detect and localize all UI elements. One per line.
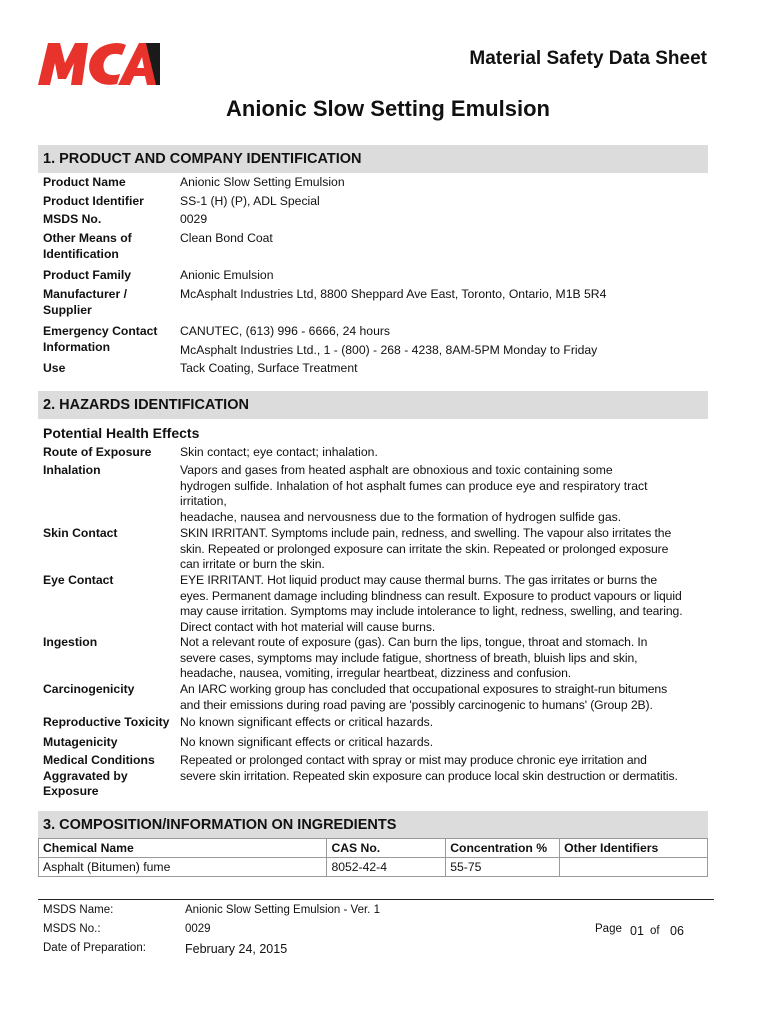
table-cell <box>560 858 708 877</box>
field-label: Product Family <box>43 268 132 282</box>
column-header: Other Identifiers <box>560 839 708 858</box>
field-label: Medical Conditions Aggravated by Exposure <box>43 753 155 798</box>
column-header: CAS No. <box>327 839 446 858</box>
page-total: 06 <box>670 924 684 938</box>
column-header: Concentration % <box>446 839 560 858</box>
table-header-row <box>39 839 708 858</box>
field-label: Inhalation <box>43 463 101 477</box>
footer-date-label: Date of Preparation: <box>43 942 146 954</box>
footer-msds-no-label: MSDS No.: <box>43 923 101 935</box>
field-label: MSDS No. <box>43 212 102 226</box>
field-label: Eye Contact <box>43 573 114 587</box>
field-value: 0029 <box>180 212 208 226</box>
footer-msds-no: 0029 <box>185 923 211 935</box>
field-label: Carcinogenicity <box>43 682 135 696</box>
table-cell: Asphalt (Bitumen) fume <box>39 858 327 877</box>
field-value: Skin contact; eye contact; inhalation. <box>180 445 378 459</box>
page-title: Anionic Slow Setting Emulsion <box>226 96 550 121</box>
page-label: Page <box>595 923 622 935</box>
table-row <box>39 858 708 877</box>
field-value: Anionic Emulsion <box>180 268 274 282</box>
field-value: EYE IRRITANT. Hot liquid product may cause thermal burns. The gas irritates or burns the eyes. Permanent damage including blindness can result. Exposure to product vapours or liquid may cause irritation. Symptoms may include intolerance to light, redness, swelling, and tearing. Direct contact with hot material will cause burns. <box>180 573 683 634</box>
footer-msds-name-label: MSDS Name: <box>43 904 114 916</box>
field-label: Product Identifier <box>43 194 144 208</box>
field-label: Route of Exposure <box>43 445 152 459</box>
field-value: An IARC working group has concluded that occupational exposures to straight-run bitumens and their emissions during road paving are 'possibly carcinogenic to humans' (Group 2B). <box>180 682 668 712</box>
document-type: Material Safety Data Sheet <box>469 48 707 69</box>
section-heading-composition: 3. COMPOSITION/INFORMATION ON INGREDIENTS <box>38 811 708 839</box>
footer-msds-name: Anionic Slow Setting Emulsion - Ver. 1 <box>185 904 380 916</box>
footer-divider <box>38 899 714 900</box>
field-value: McAsphalt Industries Ltd, 8800 Sheppard Ave East, Toronto, Ontario, M1B 5R4 <box>180 287 607 301</box>
field-value: Not a relevant route of exposure (gas). Can burn the lips, tongue, throat and stomach. In severe cases, symptoms may include fatigue, shortness of breath, bluish lips and skin, headache, nausea, vomiting, irregular heartbeat, dizziness and confusion. <box>180 635 648 680</box>
field-value: Anionic Slow Setting Emulsion <box>180 175 345 189</box>
field-value: No known significant effects or critical hazards. <box>180 715 434 729</box>
field-value-secondary: McAsphalt Industries Ltd., 1 - (800) - 268 - 4238, 8AM-5PM Monday to Friday <box>180 343 598 357</box>
field-label: Skin Contact <box>43 526 118 540</box>
footer-date: February 24, 2015 <box>185 942 288 956</box>
column-header: Chemical Name <box>39 839 327 858</box>
field-value: Repeated or prolonged contact with spray or mist may produce chronic eye irritation and severe skin irritation. Repeated skin exposure can produce local skin destruction or dermatitis. <box>180 753 678 783</box>
field-label: Ingestion <box>43 635 98 649</box>
table-cell: 8052-42-4 <box>327 858 446 877</box>
field-value: No known significant effects or critical hazards. <box>180 735 434 749</box>
section-heading-hazards: 2. HAZARDS IDENTIFICATION <box>38 391 708 419</box>
field-label: Reproductive Toxicity <box>43 715 170 729</box>
ingredients-table <box>38 838 708 877</box>
field-value: Clean Bond Coat <box>180 231 273 245</box>
field-value: SKIN IRRITANT. Symptoms include pain, redness, and swelling. The vapour also irritates the skin. Repeated or prolonged exposure can irritate the skin. Repeated or prolonged exposure can irritate or burn the skin. <box>180 526 672 571</box>
field-label: Manufacturer / Supplier <box>43 287 127 317</box>
table-cell: 55-75 <box>446 858 560 877</box>
field-label: Other Means of Identification <box>43 231 132 261</box>
field-value: Vapors and gases from heated asphalt are obnoxious and toxic containing some hydrogen sulfide. Inhalation of hot asphalt fumes can produce eye and respiratory tract irritation, headache, nausea and nervousness due to the formation of hydrogen sulfide gas. <box>180 463 648 524</box>
field-value: CANUTEC, (613) 996 - 6666, 24 hours <box>180 324 390 338</box>
page-of: of <box>650 925 660 937</box>
field-label: Product Name <box>43 175 126 189</box>
company-logo <box>38 41 160 85</box>
field-label: Use <box>43 361 66 375</box>
section-heading-identification: 1. PRODUCT AND COMPANY IDENTIFICATION <box>38 145 708 173</box>
field-label: Mutagenicity <box>43 735 118 749</box>
subheading-health-effects: Potential Health Effects <box>43 425 200 441</box>
page-current: 01 <box>630 924 644 938</box>
field-value: Tack Coating, Surface Treatment <box>180 361 358 375</box>
field-label: Emergency Contact Information <box>43 324 158 354</box>
field-value: SS-1 (H) (P), ADL Special <box>180 194 320 208</box>
